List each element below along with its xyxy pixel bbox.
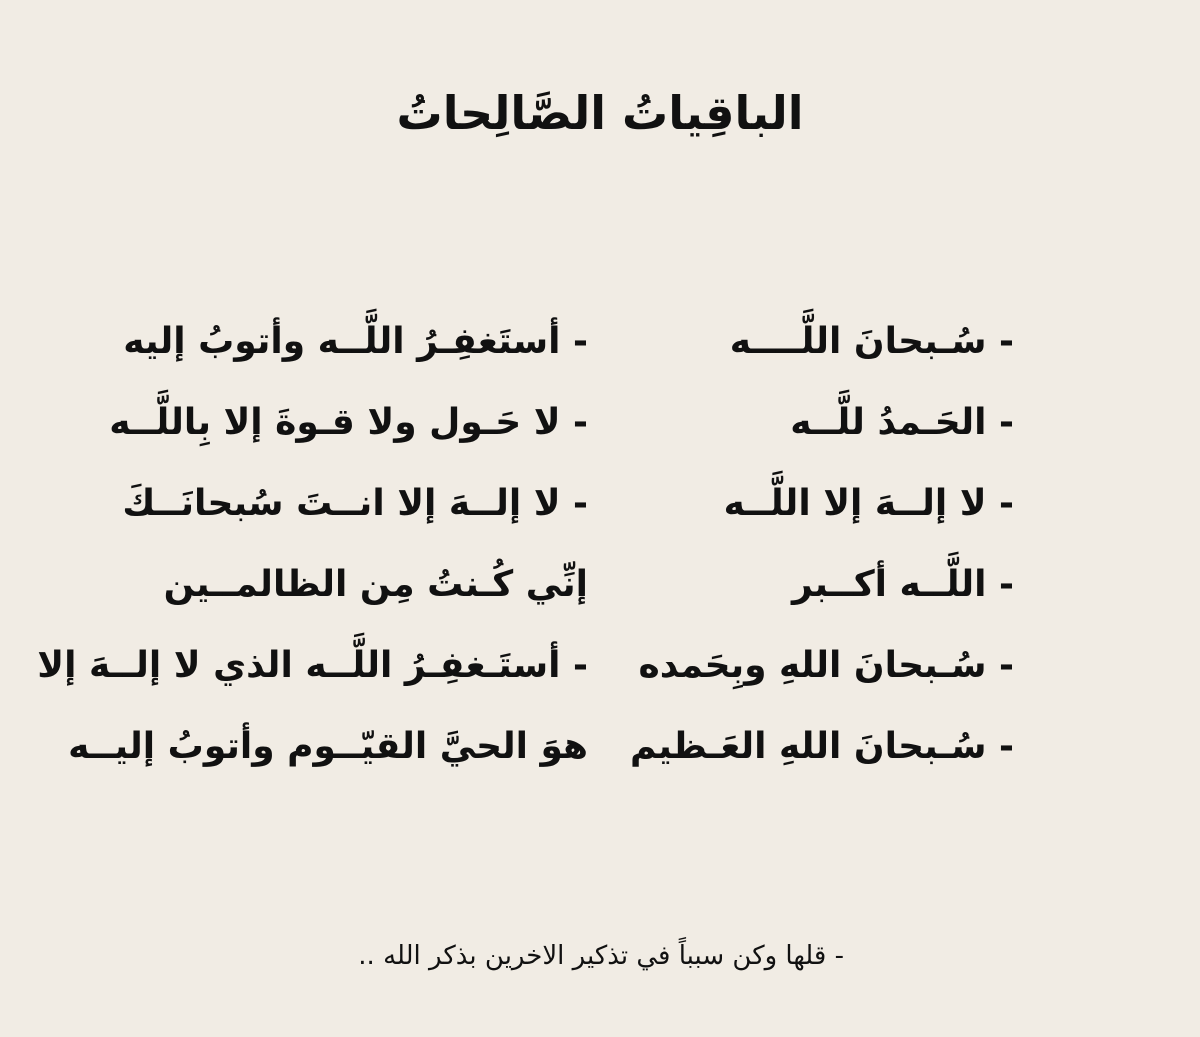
dhikr-line: - سُـبحانَ اللَّــــه bbox=[729, 321, 1014, 362]
dhikr-line: - الحَـمدُ للَّــه bbox=[790, 402, 1014, 443]
dhikr-line: إنِّي كُـنتُ مِن الظالمــين bbox=[163, 564, 588, 605]
dhikr-line: - سُـبحانَ اللهِ وبِحَمده bbox=[638, 645, 1014, 686]
dhikr-line: - أستَغفِـرُ اللَّــه وأتوبُ إليه bbox=[123, 321, 588, 362]
footer-note: - قلها وكن سبباً في تذكير الاخرين بذكر الله .. bbox=[358, 941, 844, 971]
dhikr-line: - لا إلــهَ إلا اللَّــه bbox=[723, 483, 1014, 524]
right-column bbox=[630, 308, 1014, 794]
dhikr-line: - لا إلــهَ إلا انــتَ سُبحانَــكَ bbox=[122, 483, 588, 524]
dhikr-line: - اللَّــه أكــبر bbox=[792, 564, 1014, 605]
dhikr-line: - لا حَـول ولا قـوةَ إلا بِاللَّــه bbox=[109, 402, 588, 443]
dhikr-line: - أستَـغفِـرُ اللَّــه الذي لا إلــهَ إلا bbox=[37, 645, 588, 686]
dhikr-line: هوَ الحيَّ القيّــوم وأتوبُ إليــه bbox=[68, 726, 588, 767]
left-column bbox=[37, 308, 588, 794]
dhikr-line: - سُـبحانَ اللهِ العَـظيم bbox=[630, 726, 1014, 767]
page-title: الباقِياتُ الصَّالِحاتُ bbox=[396, 86, 804, 140]
